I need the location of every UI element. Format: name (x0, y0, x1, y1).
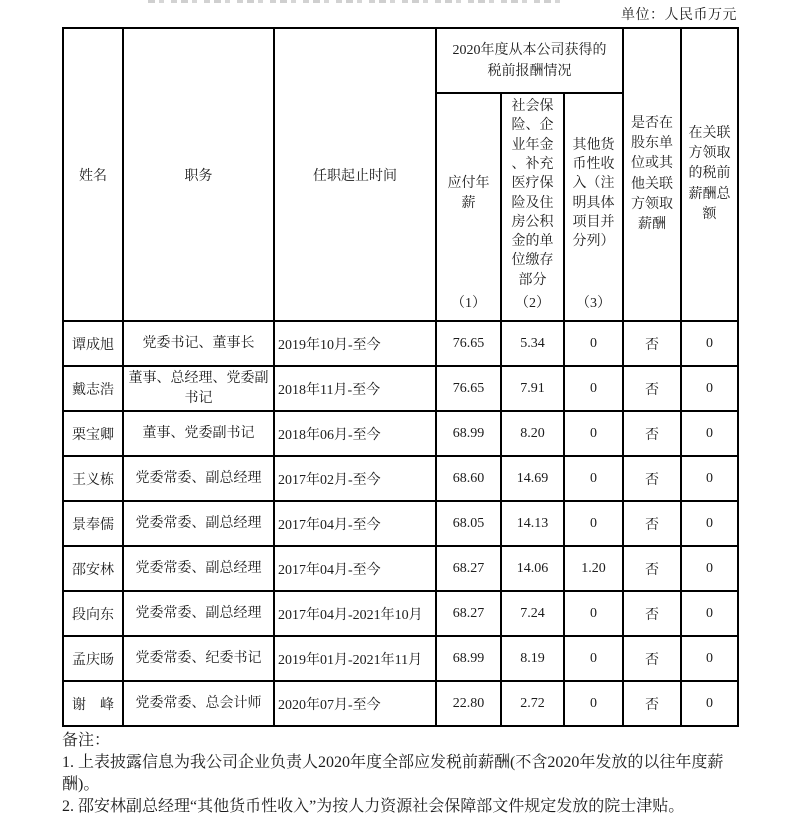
table-row (63, 321, 738, 366)
cell-related-party-flag: 否 (623, 591, 681, 636)
cell-term: 2018年11月-至今 (274, 366, 436, 411)
cell-name: 谢 峰 (63, 681, 123, 726)
cell-term: 2017年04月-2021年10月 (274, 591, 436, 636)
cell-annual-salary: 22.80 (436, 681, 501, 726)
cell-social-insurance: 14.13 (501, 501, 564, 546)
cell-related-party-flag: 否 (623, 501, 681, 546)
table-row (63, 681, 738, 726)
cell-name: 孟庆旸 (63, 636, 123, 681)
table-row (63, 501, 738, 546)
cell-social-insurance: 2.72 (501, 681, 564, 726)
cell-other-income: 0 (564, 456, 623, 501)
cell-related-party-flag: 否 (623, 546, 681, 591)
note-item: 2. 邵安林副总经理“其他货币性收入”为按人力资源社会保障部文件规定发放的院士津贴。 (62, 798, 685, 815)
cell-term: 2019年01月-2021年11月 (274, 636, 436, 681)
cell-term: 2017年04月-至今 (274, 501, 436, 546)
unit-label: 单位：人民币万元 (621, 8, 737, 23)
cell-other-income: 0 (564, 591, 623, 636)
clipped-title-fragment (148, 0, 566, 3)
cell-position: 董事、党委副书记 (123, 411, 274, 456)
cell-related-party-total: 0 (681, 591, 738, 636)
cell-social-insurance: 14.06 (501, 546, 564, 591)
cell-related-party-flag: 否 (623, 411, 681, 456)
cell-annual-salary: 68.27 (436, 546, 501, 591)
compensation-group-label: 2020年度从本公司获得的税前报酬情况 (452, 42, 607, 79)
cell-related-party-flag: 否 (623, 321, 681, 366)
col-header-name: 姓名 (63, 28, 123, 321)
cell-name: 王义栋 (63, 456, 123, 501)
col-header-compensation-group (436, 28, 623, 93)
cell-name: 景奉儒 (63, 501, 123, 546)
salary-table (62, 27, 739, 727)
cell-related-party-total: 0 (681, 321, 738, 366)
cell-social-insurance: 7.91 (501, 366, 564, 411)
table-row (63, 366, 738, 411)
col-header-salary (436, 93, 501, 321)
notes-title: 备注： (62, 732, 111, 749)
cell-term: 2018年06月-至今 (274, 411, 436, 456)
cell-related-party-flag: 否 (623, 681, 681, 726)
cell-related-party-flag: 否 (623, 456, 681, 501)
cell-other-income: 0 (564, 681, 623, 726)
salary-index: （1） (451, 296, 486, 311)
cell-social-insurance: 14.69 (501, 456, 564, 501)
cell-related-party-total: 0 (681, 681, 738, 726)
notes-section (62, 730, 736, 818)
cell-position: 董事、总经理、党委副书记 (123, 366, 274, 411)
cell-related-party-flag: 否 (623, 636, 681, 681)
salary-label: 应付年薪 (447, 176, 490, 211)
cell-name: 戴志浩 (63, 366, 123, 411)
table-row (63, 411, 738, 456)
col-header-term: 任职起止时间 (274, 28, 436, 321)
table-row (63, 546, 738, 591)
cell-position: 党委常委、纪委书记 (123, 636, 274, 681)
cell-social-insurance: 7.24 (501, 591, 564, 636)
cell-social-insurance: 8.19 (501, 636, 564, 681)
cell-term: 2020年07月-至今 (274, 681, 436, 726)
cell-other-income: 0 (564, 366, 623, 411)
table-row (63, 456, 738, 501)
table-row (63, 591, 738, 636)
cell-term: 2019年10月-至今 (274, 321, 436, 366)
col-header-related-party-flag (623, 28, 681, 321)
cell-annual-salary: 76.65 (436, 321, 501, 366)
note-item: 1. 上表披露信息为我公司企业负责人2020年度全部应发税前薪酬(不含2020年发放的以往年度薪酬)。 (62, 754, 724, 793)
cell-social-insurance: 5.34 (501, 321, 564, 366)
cell-term: 2017年04月-至今 (274, 546, 436, 591)
cell-related-party-total: 0 (681, 546, 738, 591)
social-insurance-index: （2） (515, 296, 550, 311)
cell-related-party-total: 0 (681, 456, 738, 501)
cell-position: 党委书记、董事长 (123, 321, 274, 366)
col-header-position: 职务 (123, 28, 274, 321)
col-header-social-insurance (501, 93, 564, 321)
cell-related-party-total: 0 (681, 636, 738, 681)
cell-name: 段向东 (63, 591, 123, 636)
cell-social-insurance: 8.20 (501, 411, 564, 456)
cell-other-income: 0 (564, 411, 623, 456)
cell-name: 栗宝卿 (63, 411, 123, 456)
table-body (63, 321, 738, 726)
related-party-flag-label: 是否在股东单位或其他关联方领取薪酬 (631, 115, 674, 233)
cell-other-income: 0 (564, 501, 623, 546)
other-income-label: 其他货币性收入（注明具体项目并分列） (572, 137, 615, 250)
cell-position: 党委常委、副总经理 (123, 456, 274, 501)
cell-position: 党委常委、总会计师 (123, 681, 274, 726)
cell-position: 党委常委、副总经理 (123, 591, 274, 636)
cell-related-party-total: 0 (681, 411, 738, 456)
cell-annual-salary: 68.27 (436, 591, 501, 636)
other-income-index: （3） (576, 296, 612, 311)
table-row (63, 636, 738, 681)
col-header-other-income (564, 93, 623, 321)
cell-annual-salary: 68.99 (436, 636, 501, 681)
cell-other-income: 0 (564, 321, 623, 366)
cell-position: 党委常委、副总经理 (123, 546, 274, 591)
cell-related-party-flag: 否 (623, 366, 681, 411)
cell-related-party-total: 0 (681, 501, 738, 546)
cell-name: 谭成旭 (63, 321, 123, 366)
cell-annual-salary: 68.60 (436, 456, 501, 501)
cell-annual-salary: 68.99 (436, 411, 501, 456)
related-party-total-label: 在关联方领取的税前薪酬总额 (688, 125, 731, 222)
cell-name: 邵安林 (63, 546, 123, 591)
cell-other-income: 1.20 (564, 546, 623, 591)
cell-position: 党委常委、副总经理 (123, 501, 274, 546)
cell-annual-salary: 76.65 (436, 366, 501, 411)
cell-related-party-total: 0 (681, 366, 738, 411)
cell-annual-salary: 68.05 (436, 501, 501, 546)
col-header-related-party-total (681, 28, 738, 321)
cell-term: 2017年02月-至今 (274, 456, 436, 501)
cell-other-income: 0 (564, 636, 623, 681)
social-insurance-label: 社会保险、企业年金、补充医疗保险及住房公积金的单位缴存部分 (511, 98, 554, 288)
table-header (63, 28, 738, 321)
